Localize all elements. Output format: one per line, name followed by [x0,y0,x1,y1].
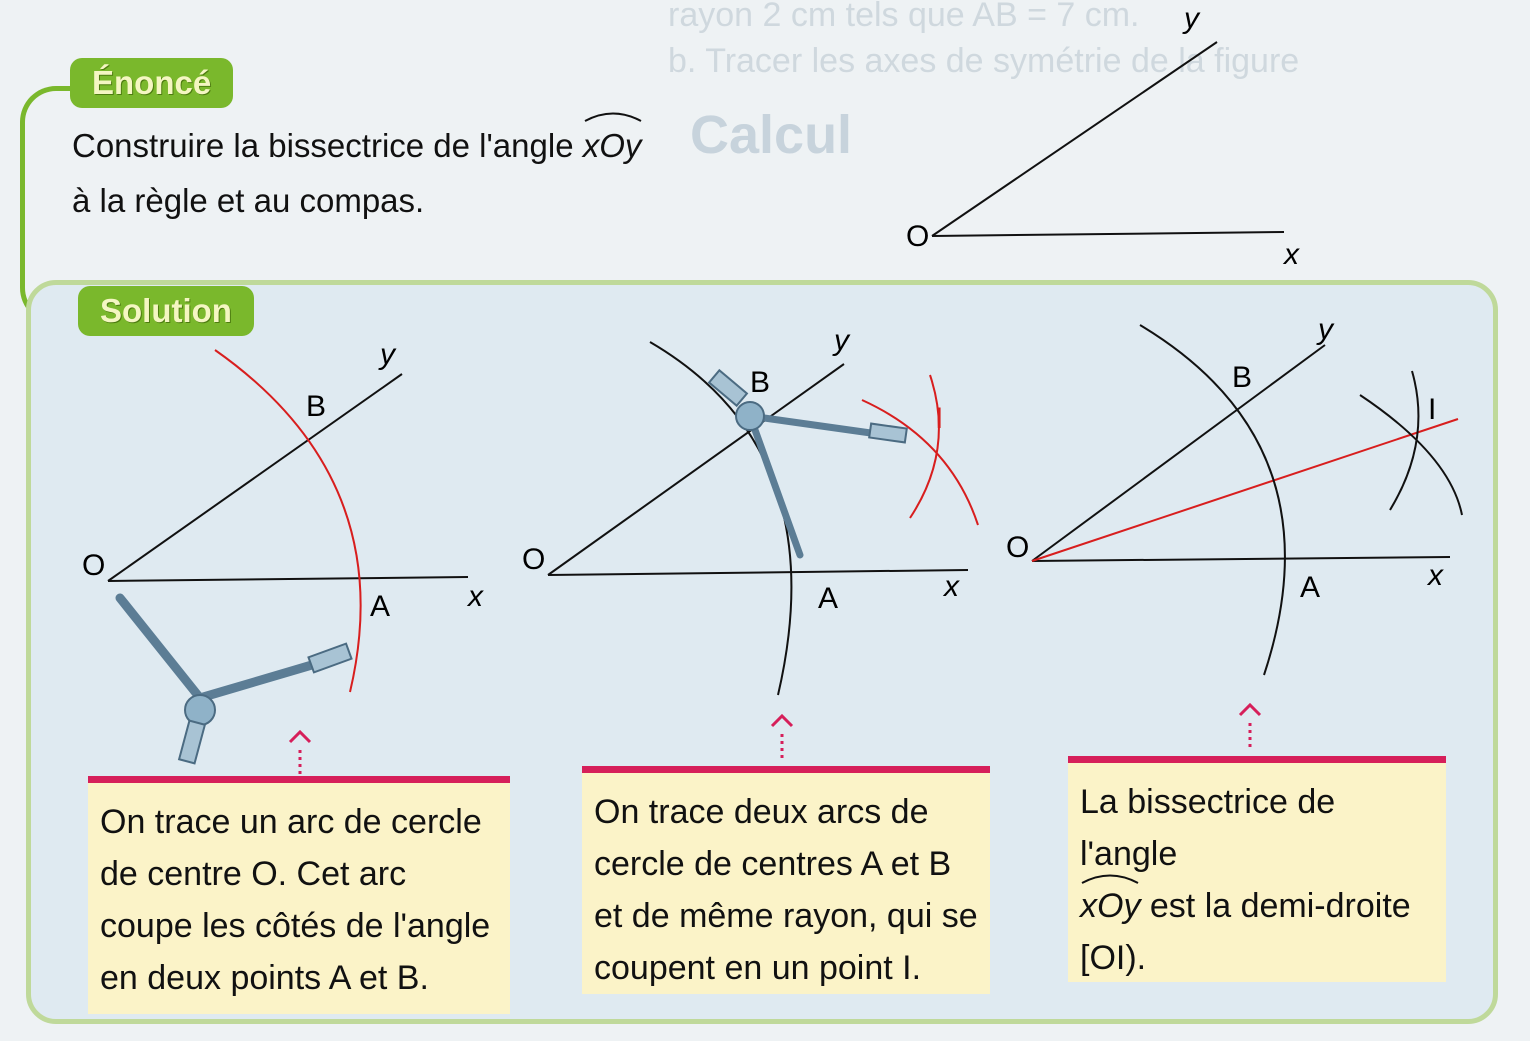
caption-line: La bissectrice de l'angle [1080,783,1336,873]
point-y-label: y [380,338,395,371]
caption-suffix: est la demi-droite [1140,887,1411,925]
ray-ox [108,577,468,581]
caption-step-1 [88,782,510,1014]
background-text: b. Tracer les axes de symétrie de la figure [668,42,1300,80]
ray-oy [932,42,1217,236]
caption-line: et de même rayon, qui se [594,897,978,935]
statement-figure [900,0,1300,270]
caption-step-2 [582,772,990,994]
caption-line: [OI). [1080,939,1147,977]
angle-notation [1080,880,1140,932]
background-heading: Calcul [690,105,853,165]
pointer-arrow-icon [1240,705,1260,751]
point-a-label: A [370,590,391,623]
statement-text [72,118,641,228]
caption-line: On trace un arc de cercle [100,803,482,841]
caption-line: cercle de centres A et B [594,845,952,883]
arc-center-b [910,375,939,518]
caption-bar [1068,756,1446,763]
point-x-label: x [468,580,483,613]
point-x-label: x [1428,559,1443,592]
arc-center-a [862,400,978,525]
caption-line: coupent en un point I. [594,949,922,987]
statement-line-2: à la règle et au compas. [72,182,425,219]
statement-prefix: Construire la bissectrice de l'angle [72,127,583,164]
point-y-label: y [1318,313,1333,346]
point-x-label: x [944,570,959,603]
point-b-label: B [1232,361,1253,394]
ray-oy [1032,345,1325,561]
pointer-arrow-icon [290,732,310,776]
point-a-label: A [1300,571,1321,604]
arc-center-o [215,350,361,692]
caption-line: coupe les côtés de l'angle [100,907,491,945]
point-o-label: O [906,220,930,253]
figure-step-3 [1000,305,1490,755]
bisector-oi [1032,419,1458,561]
caption-line: en deux points A et B. [100,959,429,997]
solution-tag: Solution [78,286,254,336]
caption-line: On trace deux arcs de [594,793,929,831]
point-y-label: y [1184,2,1199,35]
caption-line: de centre O. Cet arc [100,855,407,893]
point-b-label: B [750,366,771,399]
arc-center-a [1360,395,1462,515]
ray-ox [548,570,968,575]
ray-ox [932,232,1284,236]
ray-oy [548,364,844,575]
arc-center-o [650,342,791,695]
point-a-label: A [818,582,839,615]
ray-ox [1032,557,1450,561]
caption-bar [582,766,990,773]
compass-icon [120,598,352,763]
pointer-arrow-icon [772,716,792,762]
caption-line [1080,880,1434,932]
point-o-label: O [1006,531,1030,564]
caption-step-3 [1068,762,1446,982]
compass-icon [709,370,907,555]
point-i-label: I [1428,393,1437,426]
caption-bar [88,776,510,783]
background-text: rayon 2 cm tels que AB = 7 cm. [668,0,1140,34]
point-b-label: B [306,390,327,423]
point-y-label: y [834,324,849,357]
point-o-label: O [82,549,106,582]
statement-line-1 [72,118,641,173]
enonce-tag: Énoncé [70,58,233,108]
angle-label: xOy [582,127,642,164]
point-x-label: x [1284,238,1299,270]
ray-oy [108,374,402,581]
figure-step-2 [510,320,990,770]
angle-notation [583,118,642,173]
angle-label: xOy [1080,887,1141,925]
point-o-label: O [522,543,546,576]
point-i-label: I [935,402,944,435]
figure-step-1 [60,330,530,780]
